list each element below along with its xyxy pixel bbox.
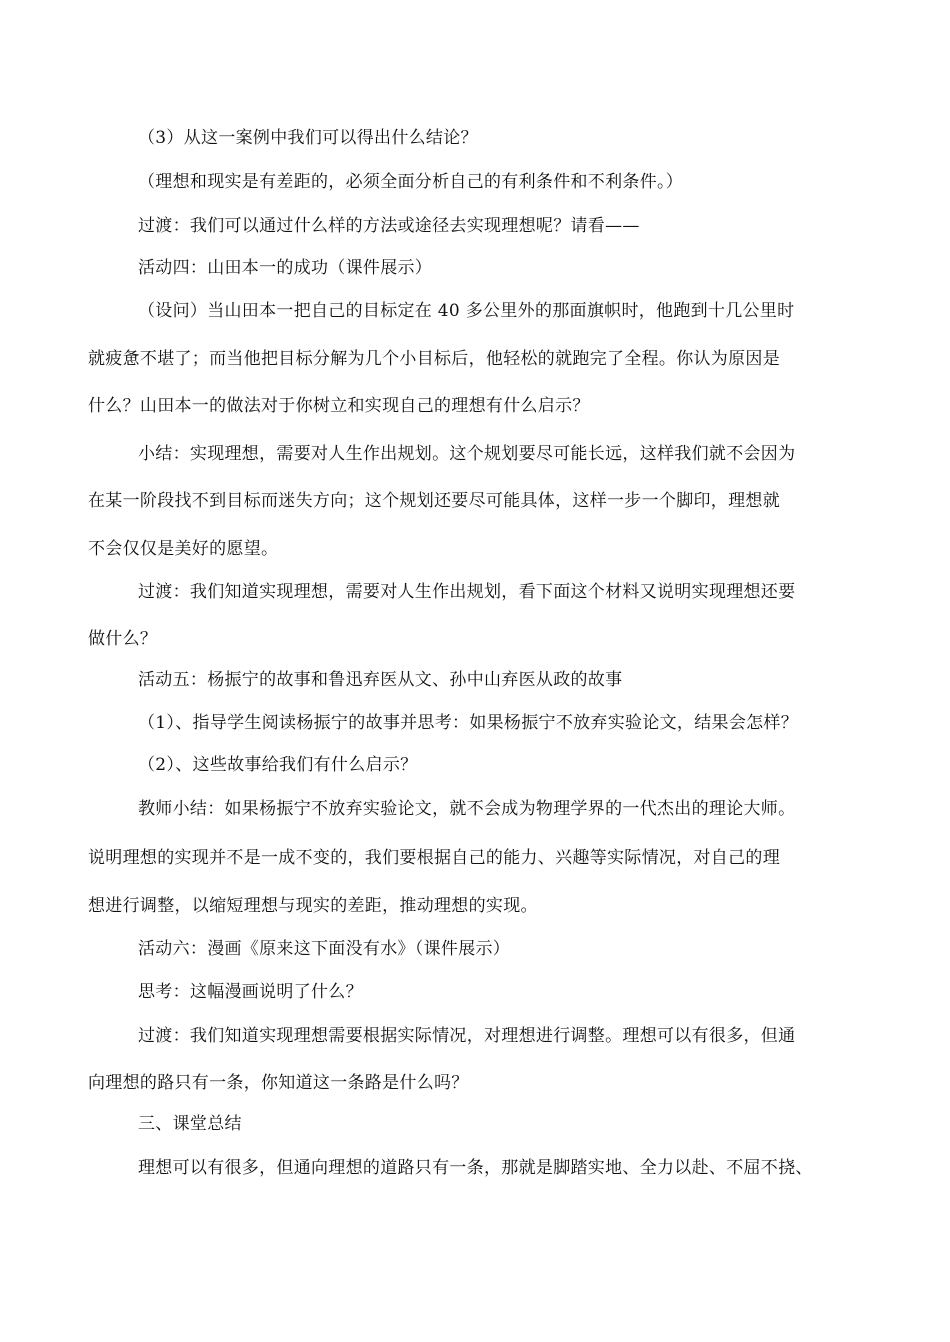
text-line: 想进行调整，以缩短理想与现实的差距，推动理想的实现。 [88,896,538,916]
text-line: 活动六：漫画《原来这下面没有水》（课件展示） [138,939,511,959]
text-line: （3）从这一案例中我们可以得出什么结论？ [138,128,478,148]
text-line: 思考：这幅漫画说明了什么？ [138,982,363,1002]
text-line: 理想可以有很多，但通向理想的道路只有一条，那就是脚踏实地、全力以赴、不屈不挠、 [138,1158,813,1178]
text-line: 在某一阶段找不到目标而迷失方向；这个规划还要尽可能具体，这样一步一个脚印，理想就 [88,491,780,511]
text-line: 说明理想的实现并不是一成不变的，我们要根据自己的能力、兴趣等实际情况，对自己的理 [88,848,780,868]
text-line: 过渡：我们可以通过什么样的方法或途径去实现理想呢？请看—— [138,216,640,236]
text-line: 过渡：我们知道实现理想，需要对人生作出规划，看下面这个材料又说明实现理想还要 [138,582,796,602]
text-line: 小结：实现理想，需要对人生作出规划。这个规划要尽可能长远，这样我们就不会因为 [138,444,796,464]
text-line: 不会仅仅是美好的愿望。 [88,539,279,559]
text-line: 向理想的路只有一条，你知道这一条路是什么吗？ [88,1073,469,1093]
text-line: 活动五：杨振宁的故事和鲁迅弃医从文、孙中山弃医从政的故事 [138,670,623,690]
text-line: 什么？山田本一的做法对于你树立和实现自己的理想有什么启示？ [88,396,590,416]
text-line: （设问）当山田本一把自己的目标定在 40 多公里外的那面旗帜时，他跑到十几公里时 [138,301,795,321]
text-line: 活动四：山田本一的成功（课件展示） [138,258,433,278]
text-line: （理想和现实是有差距的，必须全面分析自己的有利条件和不利条件。） [138,172,684,192]
section-heading: 三、课堂总结 [138,1114,242,1134]
text-line: 过渡：我们知道实现理想需要根据实际情况，对理想进行调整。理想可以有很多，但通 [138,1026,796,1046]
text-line: （2）、这些故事给我们有什么启示？ [138,755,418,775]
text-line: 就疲惫不堪了；而当他把目标分解为几个小目标后，他轻松的就跑完了全程。你认为原因是 [88,349,780,369]
text-line: 教师小结：如果杨振宁不放弃实验论文，就不会成为物理学界的一代杰出的理论大师。 [138,799,796,819]
text-line: （1）、指导学生阅读杨振宁的故事并思考：如果杨振宁不放弃实验论文，结果会怎样？ [138,713,799,733]
text-line: 做什么？ [88,629,158,649]
